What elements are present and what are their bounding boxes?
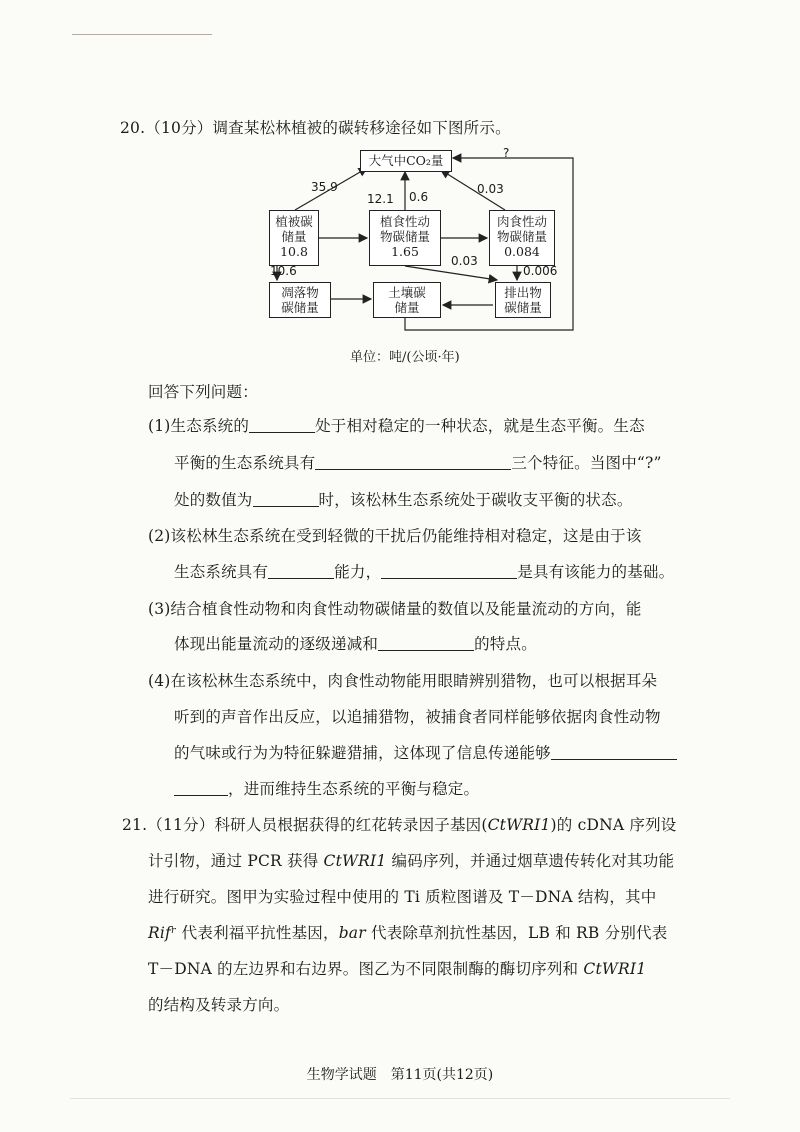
q20-part4-line4: ，进而维持生态系统的平衡与稳定。 — [174, 777, 479, 799]
q20-part1-line3: 处的数值为 时，该松林生态系统处于碳收支平衡的状态。 — [174, 491, 633, 509]
q20-part1-line1: (1)生态系统的 处于相对稳定的一种状态，就是生态平衡。生态 — [148, 417, 645, 435]
bottom-divider — [70, 1098, 730, 1099]
q20-part4-line2: 听到的声音作出反应，以追捕猎物，被捕食者同样能够依据肉食性动物 — [174, 708, 661, 726]
answer-blank[interactable] — [315, 454, 511, 471]
value-carn-atm: 0.03 — [477, 182, 504, 196]
q21-line1: 21.（11分）科研人员根据获得的红花转录因子基因(CtWRI1)的 cDNA 序列设 — [122, 816, 677, 834]
q20-part4-line3: 的气味或行为为特征躲避猎捕，这体现了信息传递能够 — [174, 741, 677, 763]
answer-blank[interactable] — [174, 780, 228, 797]
page-footer: 生物学试题 第11页(共12页) — [306, 1067, 494, 1083]
q21-line6: 的结构及转录方向。 — [148, 996, 290, 1014]
answer-blank[interactable] — [249, 417, 315, 434]
top-divider — [72, 34, 212, 35]
box-atmosphere-co2: 大气中CO₂量 — [360, 150, 452, 172]
q21-line4: Rifʳ 代表利福平抗性基因，bar 代表除草剂抗性基因，LB 和 RB 分别代表 — [148, 924, 668, 942]
value-plant-atm: 35.9 — [311, 180, 338, 194]
q20-part2-line1: (2)该松林生态系统在受到轻微的干扰后仍能维持相对稳定，这是由于该 — [148, 527, 642, 545]
carbon-flow-diagram — [255, 142, 595, 342]
q20-intro: 回答下列问题： — [148, 383, 258, 401]
value-carn-excr: 0.006 — [523, 264, 558, 278]
arrow-herb-excr — [405, 266, 497, 280]
q20-part4-line1: (4)在该松林生态系统中，肉食性动物能用眼睛辨别猎物，也可以根据耳朵 — [148, 672, 658, 690]
q20-part2-line2: 生态系统具有 能力， 是具有该能力的基础。 — [174, 563, 675, 581]
q20-part3-line2: 体现出能量流动的逐级递减和 的特点。 — [174, 635, 537, 653]
answer-blank[interactable] — [551, 744, 677, 761]
box-plant-carbon: 植被碳 储量 10.8 — [269, 210, 319, 266]
value-question: ? — [503, 146, 510, 160]
value-herb-atm-2: 0.6 — [409, 190, 429, 204]
q20-part3-line1: (3)结合植食性动物和肉食性动物碳储量的数值以及能量流动的方向，能 — [148, 600, 642, 618]
answer-blank[interactable] — [381, 563, 517, 580]
q21-line2: 计引物，通过 PCR 获得 CtWRI1 编码序列，并通过烟草遗传转化对其功能 — [148, 852, 675, 870]
q20-header: 20.（10分）调查某松林植被的碳转移途径如下图所示。 — [120, 119, 511, 137]
box-soil-carbon: 土壤碳 储量 — [373, 282, 441, 318]
box-litter-carbon: 凋落物 碳储量 — [269, 282, 331, 318]
box-excreta-carbon: 排出物 碳储量 — [495, 282, 551, 318]
box-carnivore-carbon: 肉食性动 物碳储量 0.084 — [489, 210, 555, 266]
box-herbivore-carbon: 植食性动 物碳储量 1.65 — [369, 210, 441, 266]
value-plant-litter: 10.6 — [270, 264, 297, 278]
answer-blank[interactable] — [253, 491, 319, 508]
q21-line3: 进行研究。图甲为实验过程中使用的 Ti 质粒图谱及 T－DNA 结构，其中 — [148, 888, 657, 906]
value-herb-atm: 12.1 — [367, 192, 394, 206]
q21-line5: T－DNA 的左边界和右边界。图乙为不同限制酶的酶切序列和 CtWRI1 — [148, 960, 647, 978]
answer-blank[interactable] — [268, 563, 334, 580]
diagram-unit: 单位：吨/(公顷·年) — [350, 350, 460, 365]
answer-blank[interactable] — [378, 635, 474, 652]
q20-part1-line2: 平衡的生态系统具有 三个特征。当图中“?” — [174, 454, 662, 472]
value-herb-excr: 0.03 — [451, 254, 478, 268]
